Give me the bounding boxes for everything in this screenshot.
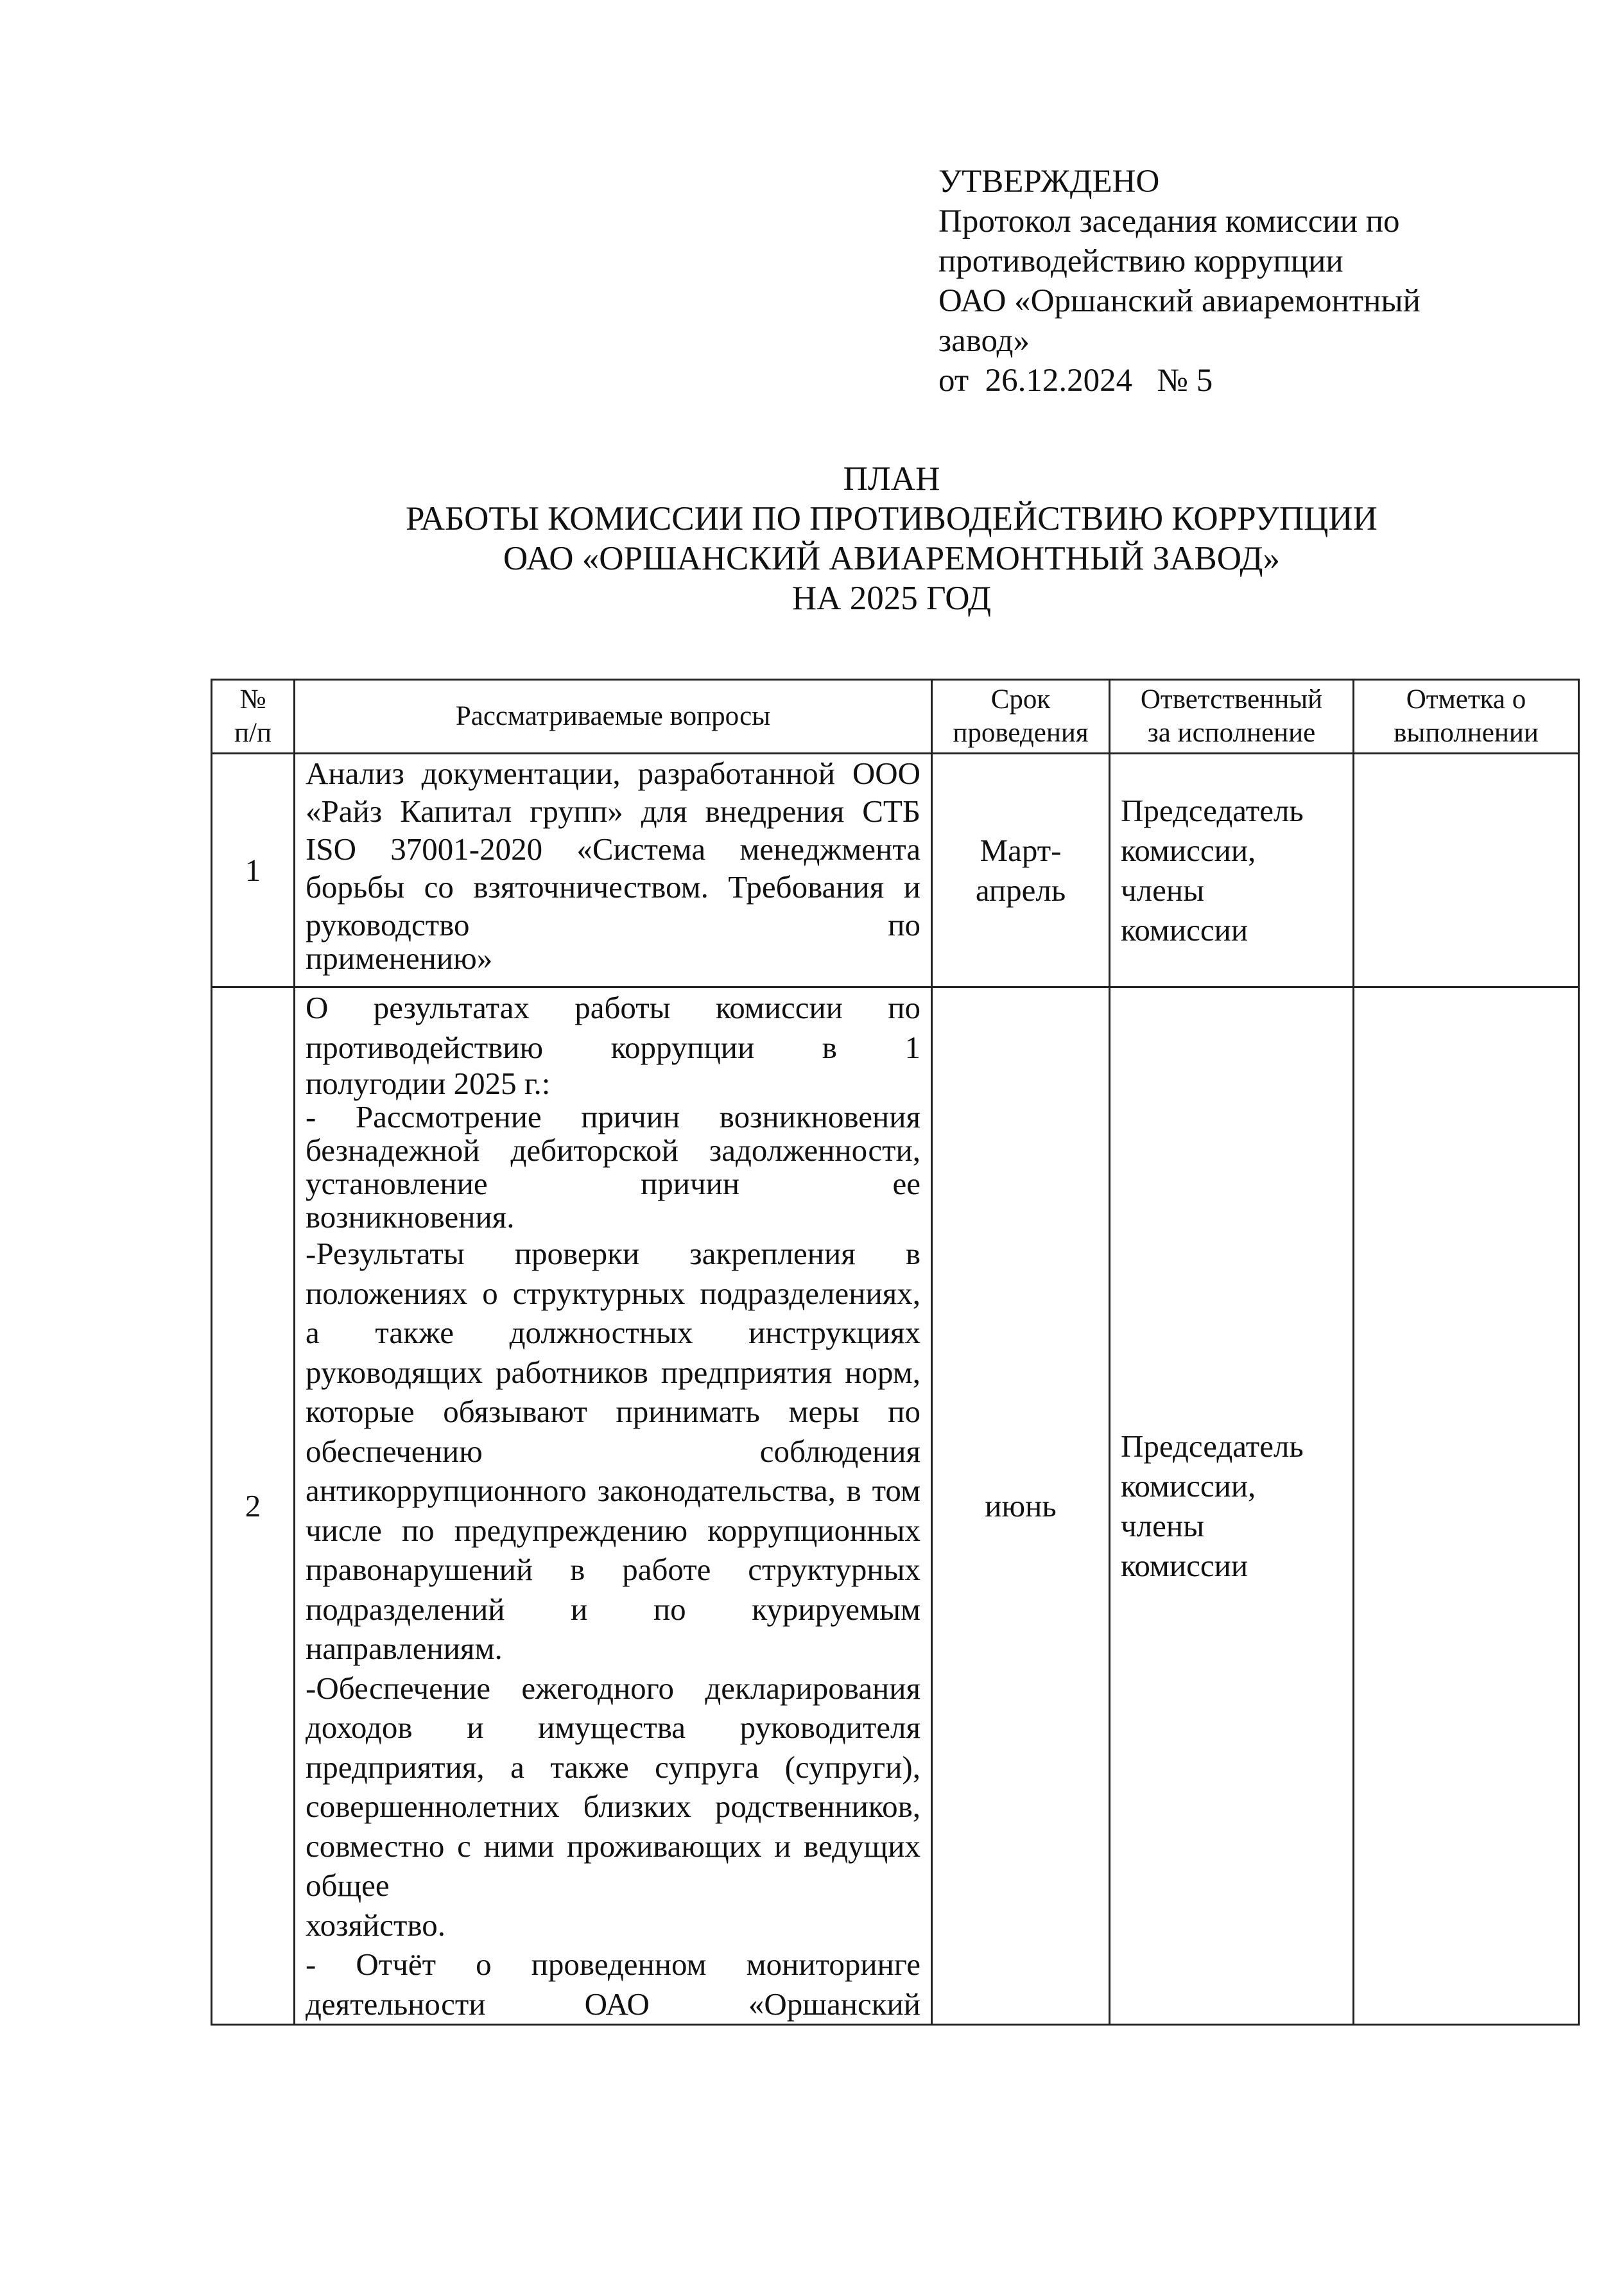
question-text: -Обеспечение ежегодного декларирования доходов и имущества руководителя предприятия, а также супруга (супруги), совершеннолетних близких родственников, совместно с ними проживающих и ведущих общее (306, 1670, 920, 1903)
row-completion-mark (1354, 987, 1579, 2025)
header-text: Ответственный (1140, 684, 1323, 715)
responsible-text: комиссии (1121, 1547, 1248, 1583)
approval-line: Протокол заседания комиссии по (938, 204, 1400, 239)
row-number: 2 (212, 987, 295, 2025)
header-completion-mark (1354, 680, 1579, 754)
row-question (295, 987, 932, 2025)
responsible-text: Председатель (1121, 1428, 1304, 1464)
responsible-text: комиссии, (1121, 832, 1256, 868)
row-term: июнь (932, 987, 1110, 2025)
approval-date-number: от 26.12.2024 № 5 (938, 363, 1213, 399)
responsible-text: комиссии, (1121, 1468, 1256, 1504)
approval-line: завод» (938, 323, 1030, 359)
table-row (212, 987, 1579, 2025)
question-text: - Рассмотрение причин возникновения безнадежной дебиторской задолженности, установление причин ее (306, 1099, 920, 1201)
row-term (932, 754, 1110, 987)
responsible-text: Председатель (1121, 792, 1304, 828)
question-text: Анализ документации, разработанной ООО «Райз Капитал групп» для внедрения СТБ ISO 37001-2020 «Система менеджмента борьбы со взяточничеством. Требования и руководство по (306, 756, 920, 942)
responsible-text: члены (1121, 1507, 1204, 1543)
approval-heading: УТВЕРЖДЕНО (938, 164, 1160, 200)
header-text: проведения (953, 718, 1089, 748)
term-text: Март- (980, 832, 1062, 868)
question-text: полугодии 2025 г.: (306, 1066, 551, 1101)
row-responsible (1110, 987, 1354, 2025)
header-term (932, 680, 1110, 754)
title-line: РАБОТЫ КОМИССИИ ПО ПРОТИВОДЕЙСТВИЮ КОРРУПЦИИ (406, 500, 1378, 537)
question-text: хозяйство. (306, 1907, 445, 1943)
table-row (212, 754, 1579, 987)
question-text: -Результаты проверки закрепления в положениях о структурных подразделениях, а также должностных инструкциях руководящих работников предприятия норм, которые обязывают принимать меры по обеспечению соблюдения антикоррупционного законодательства, в том числе по предупреждению коррупционных правонарушений в работе структурных подразделений и по курируемым (306, 1236, 920, 1627)
responsible-text: члены (1121, 872, 1204, 908)
header-number (212, 680, 295, 754)
row-question (295, 754, 932, 987)
approval-stamp (938, 162, 1580, 401)
question-text: применению» (306, 941, 493, 976)
header-questions (295, 680, 932, 754)
table-header-row (212, 680, 1579, 754)
row-responsible (1110, 754, 1354, 987)
title-line: ОАО «ОРШАНСКИЙ АВИАРЕМОНТНЫЙ ЗАВОД» (503, 540, 1281, 577)
question-text: возникновения. (306, 1199, 515, 1235)
responsible-text: комиссии (1121, 912, 1248, 948)
header-responsible (1110, 680, 1354, 754)
row-completion-mark (1354, 754, 1579, 987)
question-text: направлениям. (306, 1631, 503, 1666)
title-line: НА 2025 ГОД (791, 580, 992, 617)
header-text: п/п (234, 718, 272, 748)
term-text: апрель (975, 872, 1066, 908)
document-title (193, 459, 1591, 618)
header-text: № (239, 684, 266, 715)
header-text: Рассматриваемые вопросы (455, 701, 771, 731)
approval-line: противодействию коррупции (938, 243, 1343, 279)
plan-table (211, 679, 1580, 2026)
row-number: 1 (212, 754, 295, 987)
header-text: Срок (990, 684, 1051, 715)
header-text: за исполнение (1147, 718, 1316, 748)
question-text: О результатах работы комиссии по противодействию коррупции в 1 (306, 990, 920, 1065)
question-text: - Отчёт о проведенном мониторинге деятельности ОАО «Оршанский (306, 1947, 920, 2022)
header-text: выполнении (1394, 718, 1539, 748)
header-text: Отметка о (1406, 684, 1526, 715)
title-line: ПЛАН (843, 460, 940, 498)
approval-line: ОАО «Оршанский авиаремонтный (938, 283, 1421, 319)
